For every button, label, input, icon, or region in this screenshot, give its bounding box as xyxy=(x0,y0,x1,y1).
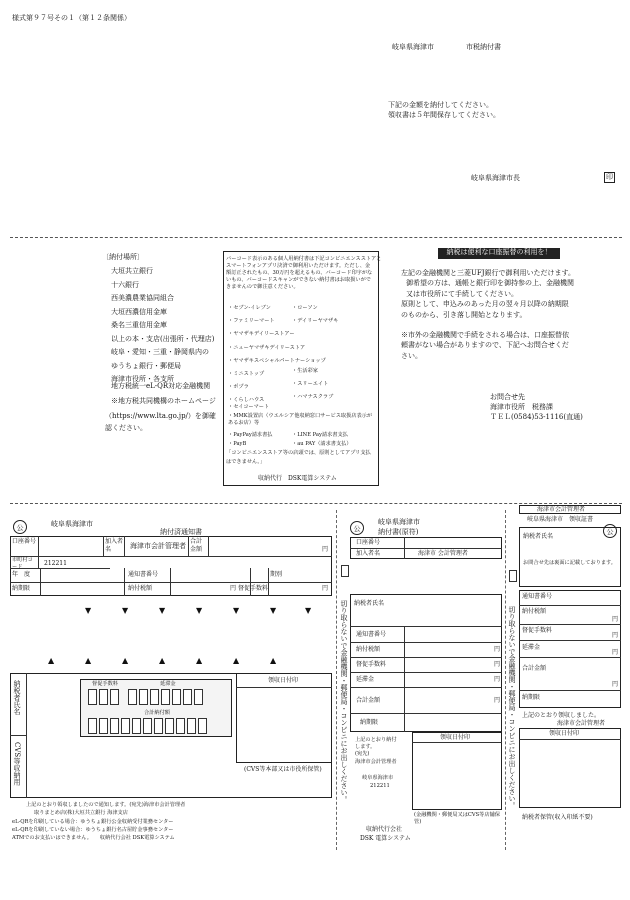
receipt-deadline-label: 納期限 xyxy=(522,694,541,701)
digit-cell xyxy=(139,689,148,705)
marker-triangle-up: ▲ xyxy=(85,656,92,665)
digit-cell xyxy=(88,718,97,734)
app-linepay: ・LINE Pay請求書支払 xyxy=(292,432,348,438)
separator-1 xyxy=(336,510,337,850)
receipt-manager: 海津市会計管理者 xyxy=(537,506,586,513)
digit-cell xyxy=(132,718,141,734)
marker-triangle: ▼ xyxy=(122,606,129,615)
mayor-seal: 印 xyxy=(606,173,613,181)
taxpayer-name-label: 納税者氏名 xyxy=(13,680,21,715)
original-total-label: 合計金額 xyxy=(356,697,381,704)
mayor-name: 岐阜県海津市長 xyxy=(471,174,520,182)
digit-cell xyxy=(198,718,207,734)
marker-triangle-up: ▲ xyxy=(233,656,240,665)
public-mark-notice: 公 xyxy=(13,520,27,534)
total-paid-digits-label: 合計納付額 xyxy=(144,710,170,716)
payment-places-list: 大垣共立銀行 十六銀行 西美濃農業協同組合 大垣西濃信用金庫 桑名三重信用金庫 以上の本・支店(出張所・代理店) 岐阜・愛知・三重・静岡県内の ゆうちょ銀行・郵便局 海津市役所・各支所 xyxy=(111,267,215,383)
top-tear-line xyxy=(10,237,622,238)
cvs-agent: 収納代行 DSK電算システム xyxy=(258,475,337,482)
original-agent-1: 収納代行会社 xyxy=(366,826,403,833)
cvs-keep-note: (CVS等本部又は市役所保管) xyxy=(244,766,322,773)
arrears-label: 督促手数料 xyxy=(238,585,269,592)
app-note-2: はできません。」 xyxy=(226,459,266,465)
receipt-stamp-label: 領収日付印 xyxy=(549,730,580,737)
original-taxpayer-label: 納税者氏名 xyxy=(354,600,385,607)
cvs-intro: バーコード表示のある個人用納付書は下記コンビニエンスストアと スマートフォンアプリ決済で御利用いただけます。ただし、金 額訂正されたもの、30万円を超えるもの、バーコード印字がな いもの、バーコードスキャンができない納付書はお取扱いがで きませんので御注意ください。 xyxy=(226,256,382,290)
lta-note-3: 認ください。 xyxy=(105,424,147,432)
receipt-delinquency-label: 延滞金 xyxy=(522,644,541,651)
original-delinquency-yen: 円 xyxy=(494,676,501,683)
receipt-arrears-label: 督促手数料 xyxy=(522,627,553,634)
original-keep-note: (金融機関・郵便局又はCVS等店舗保管) xyxy=(414,812,500,825)
header-city: 岐阜県海津市 xyxy=(392,43,434,51)
digit-cell xyxy=(99,689,108,705)
original-arrears-yen: 円 xyxy=(494,661,501,668)
original-total-yen: 円 xyxy=(494,697,501,704)
digit-cell xyxy=(88,689,97,705)
digit-cell xyxy=(154,718,163,734)
municipal-code: 212211 xyxy=(44,560,67,567)
digit-cell xyxy=(176,718,185,734)
cvs-threeeight: ・スリーエイト xyxy=(292,381,329,387)
receipt-tax-yen: 円 xyxy=(612,616,619,623)
account-transfer-text: 左記の金融機関と三菱UFJ銀行で御利用いただけます。 御希望の方は、通帳と銀行印を御持参の上、金融機関 又は市役所にて手続してください。 原則として、申込みのあった月の翌々月以降の納期限 のものから、引き落し開始となります。 ※市外の金融機関で手続をされる場合は、口座振替依 頼書がない場合がありますので、下記へお問合せくだ さい。 xyxy=(401,269,576,360)
marker-triangle: ▼ xyxy=(196,606,203,615)
instruction-2: 領収書は５年間保存してください。 xyxy=(388,111,500,119)
digit-cell xyxy=(161,689,170,705)
cvs-collection-label: CVS等収納用 xyxy=(13,742,21,786)
app-payb: ・PayB xyxy=(228,441,247,447)
original-city-2: 岐阜県海津市 xyxy=(362,775,394,781)
contact-dept: 海津市役所 税務課 xyxy=(490,403,553,411)
receipt-taxpayer-label: 納税者氏名 xyxy=(523,533,554,540)
original-deadline-label: 納期限 xyxy=(360,719,379,726)
digit-cell xyxy=(150,689,159,705)
marker-triangle-up: ▲ xyxy=(159,656,166,665)
receipt-tax-label: 納付税額 xyxy=(522,608,547,615)
delinquency-digits-label: 延滞金 xyxy=(160,681,176,687)
original-city: 岐阜県海津市 xyxy=(378,518,420,526)
app-paypay: ・PayPay請求書払 xyxy=(228,432,273,438)
notice-footer-5: ATMでのお支払いはできません。 収納代行会社 DSK電算システム xyxy=(12,835,175,841)
original-no-cut: 切り取らないで金融機関・郵便局・コンビニにお出しください。 xyxy=(340,600,348,803)
digit-cell xyxy=(183,689,192,705)
original-delinquency-label: 延滞金 xyxy=(356,676,375,683)
receipt-total-yen: 円 xyxy=(612,681,619,688)
original-notice-no-label: 通知書番号 xyxy=(356,631,387,638)
tax-yen: 円 xyxy=(230,585,237,592)
receipt-total-label: 合計金額 xyxy=(522,665,547,672)
digit-cell xyxy=(165,718,174,734)
municipal-code-label: 市町村コード xyxy=(12,557,33,570)
period-label: 期別 xyxy=(270,571,283,578)
contact-tel: ＴＥＬ(0584)53-1116(直通) xyxy=(490,413,583,421)
original-code: 212211 xyxy=(370,783,390,789)
payment-places-heading: 〔納付場所〕 xyxy=(102,253,144,261)
cvs-mmk: ・MMK設置店（ウエルシア他収納窓口サービス取扱店表示があるお店）等 xyxy=(228,413,373,426)
digit-cell xyxy=(143,718,152,734)
account-transfer-banner: 納税は便利な口座振替の利用を！ xyxy=(438,248,560,259)
app-note-1: 「コンビニエンスストア等の店頭では、原則としてアプリ支払 xyxy=(226,450,371,456)
original-tax-yen: 円 xyxy=(494,646,501,653)
receipt-delinquency-yen: 円 xyxy=(612,649,619,656)
eltax-banks: 地方税統一eL-QR対応金融機関 xyxy=(111,382,211,390)
marker-triangle: ▼ xyxy=(305,606,312,615)
contact-heading: お問合せ先 xyxy=(490,393,525,401)
arrears-yen: 円 xyxy=(322,585,329,592)
cvs-list-left: ・セブン-イレブン ・ファミリーマート ・ヤマザキデイリーストアー ・ニューヤマザキデイリーストア ・ヤマザキスペシャルパートナーショップ ・ミニストップ ・ポプラ ・くらしハウス xyxy=(228,305,326,404)
header-title: 市税納付書 xyxy=(466,43,501,51)
receipt-no-cut: 切り取らないで金融機関・郵便局・コンビニにお出しください。 xyxy=(508,606,516,809)
subscriber-label: 加入者名 xyxy=(105,538,124,553)
digit-cell xyxy=(110,718,119,734)
lta-note-2: （https://www.lta.go.jp/）を御確 xyxy=(105,412,216,420)
notice-footer-1: 上記のとおり領収しましたので通知します。(宛先)海津市会計管理者 xyxy=(26,802,186,808)
digit-cell xyxy=(128,689,137,705)
original-title: 納付書(原符) xyxy=(378,528,419,536)
cvs-list-right: ・ローソン ・デイリーヤマザキ xyxy=(292,305,339,325)
receipt-taxpayer-note: お問合せ先は裏面に記載しております。 xyxy=(523,560,616,566)
subscriber-name: 海津市会計管理者 xyxy=(130,542,186,550)
notice-title: 納付済通知書 xyxy=(160,528,202,536)
deadline-label: 納期限 xyxy=(12,585,31,592)
marker-triangle: ▼ xyxy=(270,606,277,615)
marker-triangle-up: ▲ xyxy=(122,656,129,665)
receipt-received: 上記のとおり領収しました。 xyxy=(522,712,601,719)
notice-number-label: 通知書番号 xyxy=(128,571,159,578)
notice-footer-2: 取りまとめ店(株)大垣共立銀行 海津支店 xyxy=(34,810,128,816)
original-receipt-text-2: します。 xyxy=(355,744,376,750)
marker-triangle-up: ▲ xyxy=(270,656,277,665)
original-arrears-label: 督促手数料 xyxy=(356,661,387,668)
marker-triangle: ▼ xyxy=(85,606,92,615)
receipt-keep-note: 納税者保管(収入印紙不要) xyxy=(522,814,593,821)
receipt-manager-2: 海津市会計管理者 xyxy=(557,720,606,727)
cut-mark xyxy=(341,565,349,577)
fiscal-year-label: 年 度 xyxy=(12,571,31,578)
receipt-stamp-box xyxy=(519,728,621,808)
original-agent-2: DSK 電算システム xyxy=(360,835,411,842)
cut-mark xyxy=(509,570,517,582)
public-mark-receipt: 公 xyxy=(603,524,617,538)
notice-receipt-label: 領収日付印 xyxy=(268,677,299,684)
notice-city: 岐阜県海津市 xyxy=(51,520,93,528)
instruction-1: 下記の金額を納付してください。 xyxy=(388,101,493,109)
public-mark-original: 公 xyxy=(350,521,364,535)
original-receipt-label: 領収日付印 xyxy=(440,734,471,741)
cvs-hamanasu: ・ハマナスクラブ xyxy=(292,394,334,400)
digit-cell xyxy=(172,689,181,705)
separator-2 xyxy=(505,510,506,850)
original-receipt-stamp xyxy=(412,732,502,810)
original-tax-label: 納付税額 xyxy=(356,646,381,653)
account-number-label: 口座番号 xyxy=(12,538,37,545)
digit-cell xyxy=(99,718,108,734)
total-amount-label: 合計金額 xyxy=(190,538,203,553)
lta-note-1: ※地方税共同機構のホームページ xyxy=(111,397,216,405)
original-receipt-text-3: (宛先) xyxy=(355,751,370,757)
original-subscriber: 海津市 会計管理者 xyxy=(418,550,468,557)
original-receipt-text-1: 上記のとおり納付 xyxy=(355,737,397,743)
mid-tear-line xyxy=(10,503,622,504)
digit-cell xyxy=(121,718,130,734)
marker-triangle: ▼ xyxy=(159,606,166,615)
receipt-arrears-yen: 円 xyxy=(612,632,619,639)
marker-triangle-up: ▲ xyxy=(196,656,203,665)
digit-cell xyxy=(194,689,203,705)
notice-footer-4: eL-QRを印刷していない場合：ゆうちょ銀行名古屋貯金事務センター xyxy=(12,827,174,833)
tax-amount-label: 納付税額 xyxy=(128,585,153,592)
digit-cell xyxy=(110,689,119,705)
receipt-title: 岐阜県海津市 領収証書 xyxy=(527,516,594,523)
digit-cell xyxy=(187,718,196,734)
form-number: 様式第９７号その１（第１２条関係） xyxy=(12,14,131,22)
receipt-notice-no-label: 通知書番号 xyxy=(522,593,553,600)
marker-triangle-up: ▲ xyxy=(48,656,55,665)
arrears-digits-label: 督促手数料 xyxy=(92,681,118,687)
app-aupay: ・au PAY（請求書支払） xyxy=(292,441,352,447)
original-receipt-text-4: 海津市会計管理者 xyxy=(355,759,397,765)
cvs-seikatsu: ・生活彩家 xyxy=(292,368,318,374)
total-yen: 円 xyxy=(322,546,329,553)
marker-triangle: ▼ xyxy=(233,606,240,615)
original-account-label: 口座番号 xyxy=(356,539,381,546)
cvs-seicomart: ・セイコーマート xyxy=(228,404,270,410)
notice-footer-3: eL-QRを印刷している場合：ゆうちょ銀行公金収納受付業務センター xyxy=(12,819,174,825)
original-subscriber-label: 加入者名 xyxy=(356,550,381,557)
